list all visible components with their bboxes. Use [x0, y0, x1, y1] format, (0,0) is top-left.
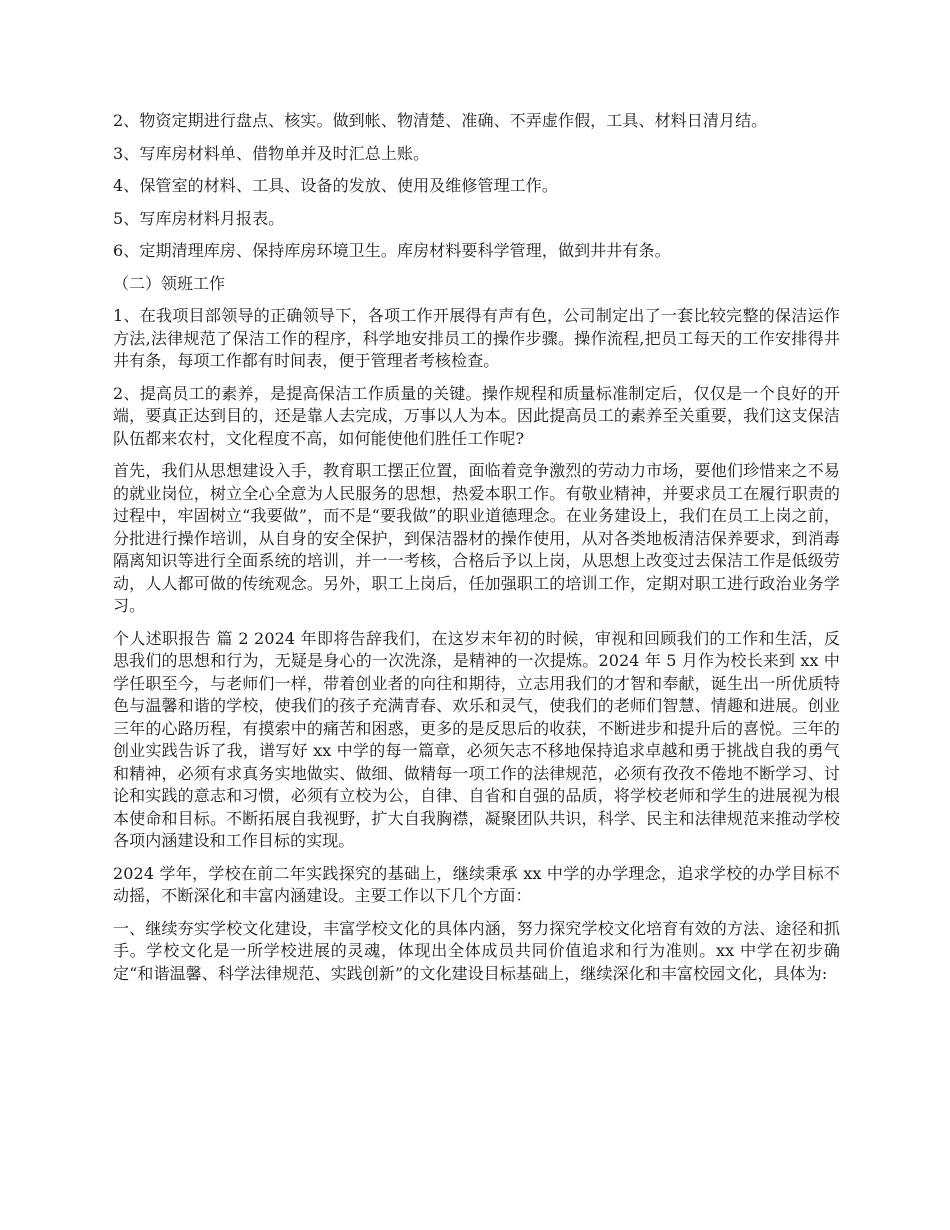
- paragraph-staff-quality: 2、提高员工的素养，是提高保洁工作质量的关键。操作规程和质量标准制定后，仅仅是一个良好的开端，要真正达到目的，还是靠人去完成，万事以人为本。因此提高员工的素养至关重要，我们这支保洁队伍都来农村，文化程度不高，如何能使他们胜任工作呢?: [113, 383, 840, 448]
- paragraph-ideological-building: 首先，我们从思想建设入手，教育职工摆正位置，面临着竞争激烈的劳动力市场，要他们珍惜来之不易的就业岗位，树立全心全意为人民服务的思想，热爱本职工作。有敬业精神，并要求员工在履行职责的过程中，牢固树立“我要做”，而不是“要我做”的职业道德理念。在业务建设上，我们在员工上岗之前，分批进行操作培训，从自身的安全保护，到保洁器材的操作使用，从对各类地板清洁保养要求，到消毒隔离知识等进行全面系统的培训，并一一考核，合格后予以上岗，从思想上改变过去保洁工作是低级劳动，人人都可做的传统观念。另外，职工上岗后，任加强职工的培训工作，定期对职工进行政治业务学习。: [113, 461, 840, 615]
- paragraph-storage-cleaning: 6、定期清理库房、保持库房环境卫生。库房材料要科学管理，做到井井有条。: [113, 241, 671, 260]
- section-heading-foreman-work: （二）领班工作: [113, 273, 226, 293]
- paragraph-school-culture: 一、继续夯实学校文化建设，丰富学校文化的具体内涵，努力探究学校文化培育有效的方法、途径和抓手。学校文化是一所学校进展的灵魂，体现出全体成员共同价值追求和行为准则。xx 中学在初步确定“和谐温馨、科学法律规范、实践创新”的文化建设目标基础上，继续深化和丰富校园文化，具体为:: [113, 918, 840, 983]
- paragraph-storage-forms: 3、写库房材料单、借物单并及时汇总上账。: [113, 143, 430, 163]
- paragraph-monthly-report: 5、写库房材料月报表。: [113, 208, 285, 228]
- paragraph-storage-management: 4、保管室的材料、工具、设备的发放、使用及维修管理工作。: [113, 176, 558, 195]
- paragraph-personal-report-2: 个人述职报告 篇 2 2024 年即将告辞我们，在这岁末年初的时候，审视和回顾我们的工作和生活，反思我们的思想和行为，无疑是身心的一次洗涤，是精神的一次提炼。2024 年 5 月作为校长来到 xx 中学任职至今，与老师们一样，带着创业者的向往和期待，立志用我们的才智和奉献，诞生出一所优质特色与温馨和谐的学校，使我们的孩子充满青春、欢乐和灵气，使我们的老师们智慧、情趣和进展。创业三年的心路历程，有摸索中的痛苦和困惑，更多的是反思后的收获，不断进步和提升后的喜悦。三年的创业实践告诉了我，谱写好 xx 中学的每一篇章，必须矢志不移地保持追求卓越和勇于挑战自我的勇气和精神，必须有求真务实地做实、做细、做精每一项工作的法律规范，必须有孜孜不倦地不断学习、讨论和实践的意志和习惯，必须有立校为公，自律、自省和自强的品质，将学校老师和学生的进展视为根本使命和目标。不断拓展自我视野，扩大自我胸襟，凝聚团队共识，科学、民主和法律规范来推动学校各项内涵建设和工作目标的实现。: [113, 628, 840, 850]
- document-body: [113, 110, 840, 995]
- paragraph-inventory-check: 2、物资定期进行盘点、核实。做到帐、物清楚、准确、不弄虚作假，工具、材料日清月结。: [113, 111, 768, 130]
- paragraph-school-year-overview: 2024 学年，学校在前二年实践探究的基础上，继续秉承 xx 中学的办学理念，追求学校的办学目标不动摇，不断深化和丰富内涵建设。主要工作以下几个方面：: [113, 863, 840, 905]
- paragraph-cleaning-procedures: 1、在我项目部领导的正确领导下，各项工作开展得有声有色，公司制定出了一套比较完整的保洁运作方法,法律规范了保洁工作的程序，科学地安排员工的操作步骤。操作流程,把员工每天的工作安排得井井有条，每项工作都有时间表，便于管理者考核检查。: [113, 306, 840, 370]
